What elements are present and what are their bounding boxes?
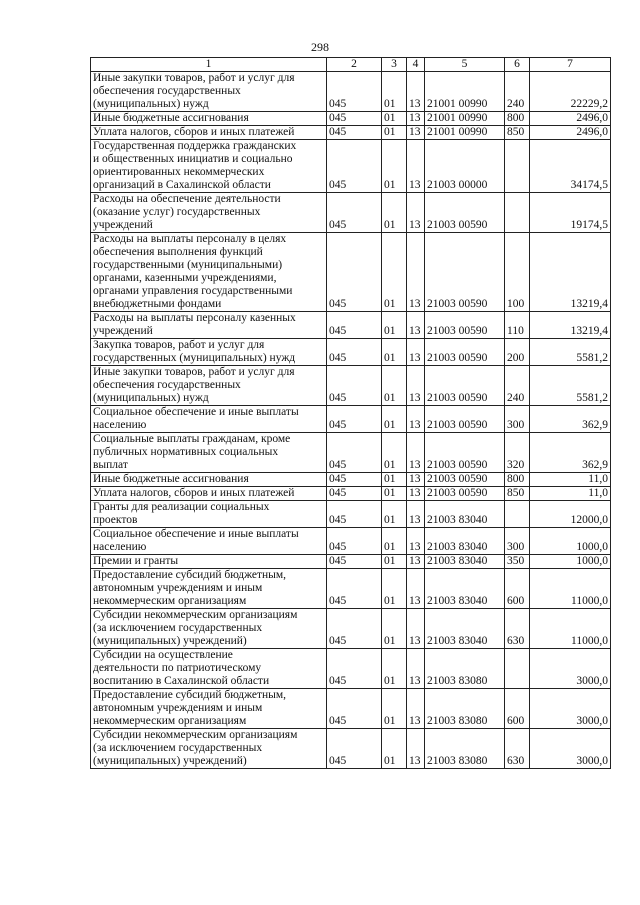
section-code-cell: 01 [382,555,407,569]
target-article-cell: 21003 83040 [425,528,505,555]
target-article-cell: 21001 00990 [425,112,505,126]
department-code-cell: 045 [327,233,382,312]
target-article-cell: 21003 00590 [425,406,505,433]
expense-type-cell: 800 [505,112,530,126]
department-code-cell: 045 [327,193,382,233]
section-code-cell: 01 [382,339,407,366]
target-article-cell: 21003 00590 [425,233,505,312]
row-name-cell: Иные закупки товаров, работ и услуг для обеспечения государственных (муниципальных) нужд [91,72,327,112]
table-row [91,233,611,312]
row-name-cell: Расходы на выплаты персоналу казенных учреждений [91,312,327,339]
expense-type-cell [505,140,530,193]
department-code-cell: 045 [327,406,382,433]
section-code-cell: 01 [382,193,407,233]
department-code-cell: 045 [327,433,382,473]
expense-type-cell: 320 [505,433,530,473]
expense-type-cell: 630 [505,729,530,769]
section-code-cell: 01 [382,649,407,689]
subsection-code-cell: 13 [407,729,425,769]
amount-cell: 13219,4 [530,233,611,312]
department-code-cell: 045 [327,126,382,140]
subsection-code-cell: 13 [407,312,425,339]
amount-cell: 3000,0 [530,729,611,769]
subsection-code-cell: 13 [407,689,425,729]
row-name-cell: Предоставление субсидий бюджетным, автономным учреждениям и иным некоммерческим организациям [91,689,327,729]
subsection-code-cell: 13 [407,555,425,569]
amount-cell: 2496,0 [530,126,611,140]
amount-cell: 11,0 [530,473,611,487]
table-row [91,72,611,112]
department-code-cell: 045 [327,528,382,555]
amount-cell: 1000,0 [530,528,611,555]
section-code-cell: 01 [382,233,407,312]
row-name-cell: Расходы на выплаты персоналу в целях обеспечения выполнения функций государственными (муниципальными) органами, казенными учреждениями, органами управления государственными внебюджетными фондами [91,233,327,312]
expense-type-cell: 240 [505,72,530,112]
department-code-cell: 045 [327,487,382,501]
table-row [91,193,611,233]
expense-type-cell: 600 [505,569,530,609]
row-name-cell: Премии и гранты [91,555,327,569]
department-code-cell: 045 [327,555,382,569]
target-article-cell: 21003 83080 [425,689,505,729]
table-row [91,501,611,528]
target-article-cell: 21003 83040 [425,569,505,609]
target-article-cell: 21003 00590 [425,487,505,501]
row-name-cell: Государственная поддержка гражданских и общественных инициатив и социально ориентированных некоммерческих организаций в Сахалинской области [91,140,327,193]
expense-type-cell [505,501,530,528]
subsection-code-cell: 13 [407,473,425,487]
department-code-cell: 045 [327,72,382,112]
department-code-cell: 045 [327,112,382,126]
row-name-cell: Уплата налогов, сборов и иных платежей [91,126,327,140]
amount-cell: 5581,2 [530,366,611,406]
amount-cell: 2496,0 [530,112,611,126]
row-name-cell: Социальные выплаты гражданам, кроме публичных нормативных социальных выплат [91,433,327,473]
expense-type-cell [505,649,530,689]
department-code-cell: 045 [327,339,382,366]
header-cell: 1 [91,58,327,72]
subsection-code-cell: 13 [407,233,425,312]
budget-table [90,57,611,769]
section-code-cell: 01 [382,487,407,501]
expense-type-cell: 850 [505,487,530,501]
subsection-code-cell: 13 [407,609,425,649]
header-cell: 4 [407,58,425,72]
section-code-cell: 01 [382,609,407,649]
page-number: 298 [311,40,329,54]
table-row [91,689,611,729]
target-article-cell: 21003 00590 [425,193,505,233]
section-code-cell: 01 [382,312,407,339]
department-code-cell: 045 [327,501,382,528]
table-row [91,649,611,689]
table-row [91,112,611,126]
table-row [91,569,611,609]
row-name-cell: Уплата налогов, сборов и иных платежей [91,487,327,501]
table-row [91,555,611,569]
header-cell: 3 [382,58,407,72]
target-article-cell: 21003 00590 [425,312,505,339]
table-row [91,140,611,193]
table-row [91,339,611,366]
subsection-code-cell: 13 [407,487,425,501]
target-article-cell: 21003 00590 [425,366,505,406]
department-code-cell: 045 [327,473,382,487]
table-row [91,528,611,555]
table-row [91,126,611,140]
subsection-code-cell: 13 [407,528,425,555]
target-article-cell: 21003 00590 [425,433,505,473]
department-code-cell: 045 [327,609,382,649]
amount-cell: 34174,5 [530,140,611,193]
expense-type-cell: 800 [505,473,530,487]
target-article-cell: 21003 83040 [425,501,505,528]
department-code-cell: 045 [327,649,382,689]
row-name-cell: Субсидии некоммерческим организациям (за исключением государственных (муниципальных) учреждений) [91,609,327,649]
target-article-cell: 21003 83080 [425,729,505,769]
row-name-cell: Субсидии на осуществление деятельности по патриотическому воспитанию в Сахалинской области [91,649,327,689]
section-code-cell: 01 [382,140,407,193]
table-row [91,487,611,501]
section-code-cell: 01 [382,406,407,433]
subsection-code-cell: 13 [407,569,425,609]
row-name-cell: Гранты для реализации социальных проектов [91,501,327,528]
row-name-cell: Закупка товаров, работ и услуг для государственных (муниципальных) нужд [91,339,327,366]
expense-type-cell: 300 [505,406,530,433]
section-code-cell: 01 [382,72,407,112]
row-name-cell: Расходы на обеспечение деятельности (оказание услуг) государственных учреждений [91,193,327,233]
section-code-cell: 01 [382,689,407,729]
department-code-cell: 045 [327,312,382,339]
expense-type-cell [505,193,530,233]
amount-cell: 3000,0 [530,689,611,729]
target-article-cell: 21001 00990 [425,72,505,112]
department-code-cell: 045 [327,569,382,609]
target-article-cell: 21001 00990 [425,126,505,140]
expense-type-cell: 350 [505,555,530,569]
amount-cell: 5581,2 [530,339,611,366]
subsection-code-cell: 13 [407,140,425,193]
department-code-cell: 045 [327,366,382,406]
header-cell: 7 [530,58,611,72]
target-article-cell: 21003 83040 [425,609,505,649]
target-article-cell: 21003 00590 [425,339,505,366]
subsection-code-cell: 13 [407,433,425,473]
expense-type-cell: 110 [505,312,530,339]
target-article-cell: 21003 83080 [425,649,505,689]
subsection-code-cell: 13 [407,112,425,126]
target-article-cell: 21003 00000 [425,140,505,193]
row-name-cell: Иные бюджетные ассигнования [91,473,327,487]
expense-type-cell: 600 [505,689,530,729]
table-row [91,609,611,649]
table-row [91,433,611,473]
expense-type-cell: 240 [505,366,530,406]
table-row [91,312,611,339]
header-row [91,58,611,72]
row-name-cell: Социальное обеспечение и иные выплаты населению [91,406,327,433]
subsection-code-cell: 13 [407,366,425,406]
amount-cell: 12000,0 [530,501,611,528]
table-row [91,406,611,433]
section-code-cell: 01 [382,366,407,406]
section-code-cell: 01 [382,433,407,473]
row-name-cell: Субсидии некоммерческим организациям (за исключением государственных (муниципальных) учреждений) [91,729,327,769]
header-cell: 5 [425,58,505,72]
table-row [91,473,611,487]
amount-cell: 362,9 [530,406,611,433]
header-cell: 6 [505,58,530,72]
section-code-cell: 01 [382,112,407,126]
target-article-cell: 21003 00590 [425,473,505,487]
subsection-code-cell: 13 [407,406,425,433]
subsection-code-cell: 13 [407,193,425,233]
subsection-code-cell: 13 [407,501,425,528]
table-row [91,366,611,406]
amount-cell: 19174,5 [530,193,611,233]
subsection-code-cell: 13 [407,126,425,140]
expense-type-cell: 200 [505,339,530,366]
section-code-cell: 01 [382,473,407,487]
row-name-cell: Предоставление субсидий бюджетным, автономным учреждениям и иным некоммерческим организациям [91,569,327,609]
amount-cell: 11000,0 [530,569,611,609]
department-code-cell: 045 [327,140,382,193]
subsection-code-cell: 13 [407,72,425,112]
amount-cell: 3000,0 [530,649,611,689]
amount-cell: 11,0 [530,487,611,501]
amount-cell: 362,9 [530,433,611,473]
row-name-cell: Социальное обеспечение и иные выплаты населению [91,528,327,555]
target-article-cell: 21003 83040 [425,555,505,569]
department-code-cell: 045 [327,689,382,729]
expense-type-cell: 850 [505,126,530,140]
amount-cell: 22229,2 [530,72,611,112]
expense-type-cell: 630 [505,609,530,649]
section-code-cell: 01 [382,569,407,609]
expense-type-cell: 100 [505,233,530,312]
row-name-cell: Иные закупки товаров, работ и услуг для обеспечения государственных (муниципальных) нужд [91,366,327,406]
department-code-cell: 045 [327,729,382,769]
section-code-cell: 01 [382,528,407,555]
section-code-cell: 01 [382,729,407,769]
amount-cell: 13219,4 [530,312,611,339]
row-name-cell: Иные бюджетные ассигнования [91,112,327,126]
header-cell: 2 [327,58,382,72]
expense-type-cell: 300 [505,528,530,555]
amount-cell: 11000,0 [530,609,611,649]
subsection-code-cell: 13 [407,649,425,689]
subsection-code-cell: 13 [407,339,425,366]
table-row [91,729,611,769]
section-code-cell: 01 [382,126,407,140]
amount-cell: 1000,0 [530,555,611,569]
section-code-cell: 01 [382,501,407,528]
